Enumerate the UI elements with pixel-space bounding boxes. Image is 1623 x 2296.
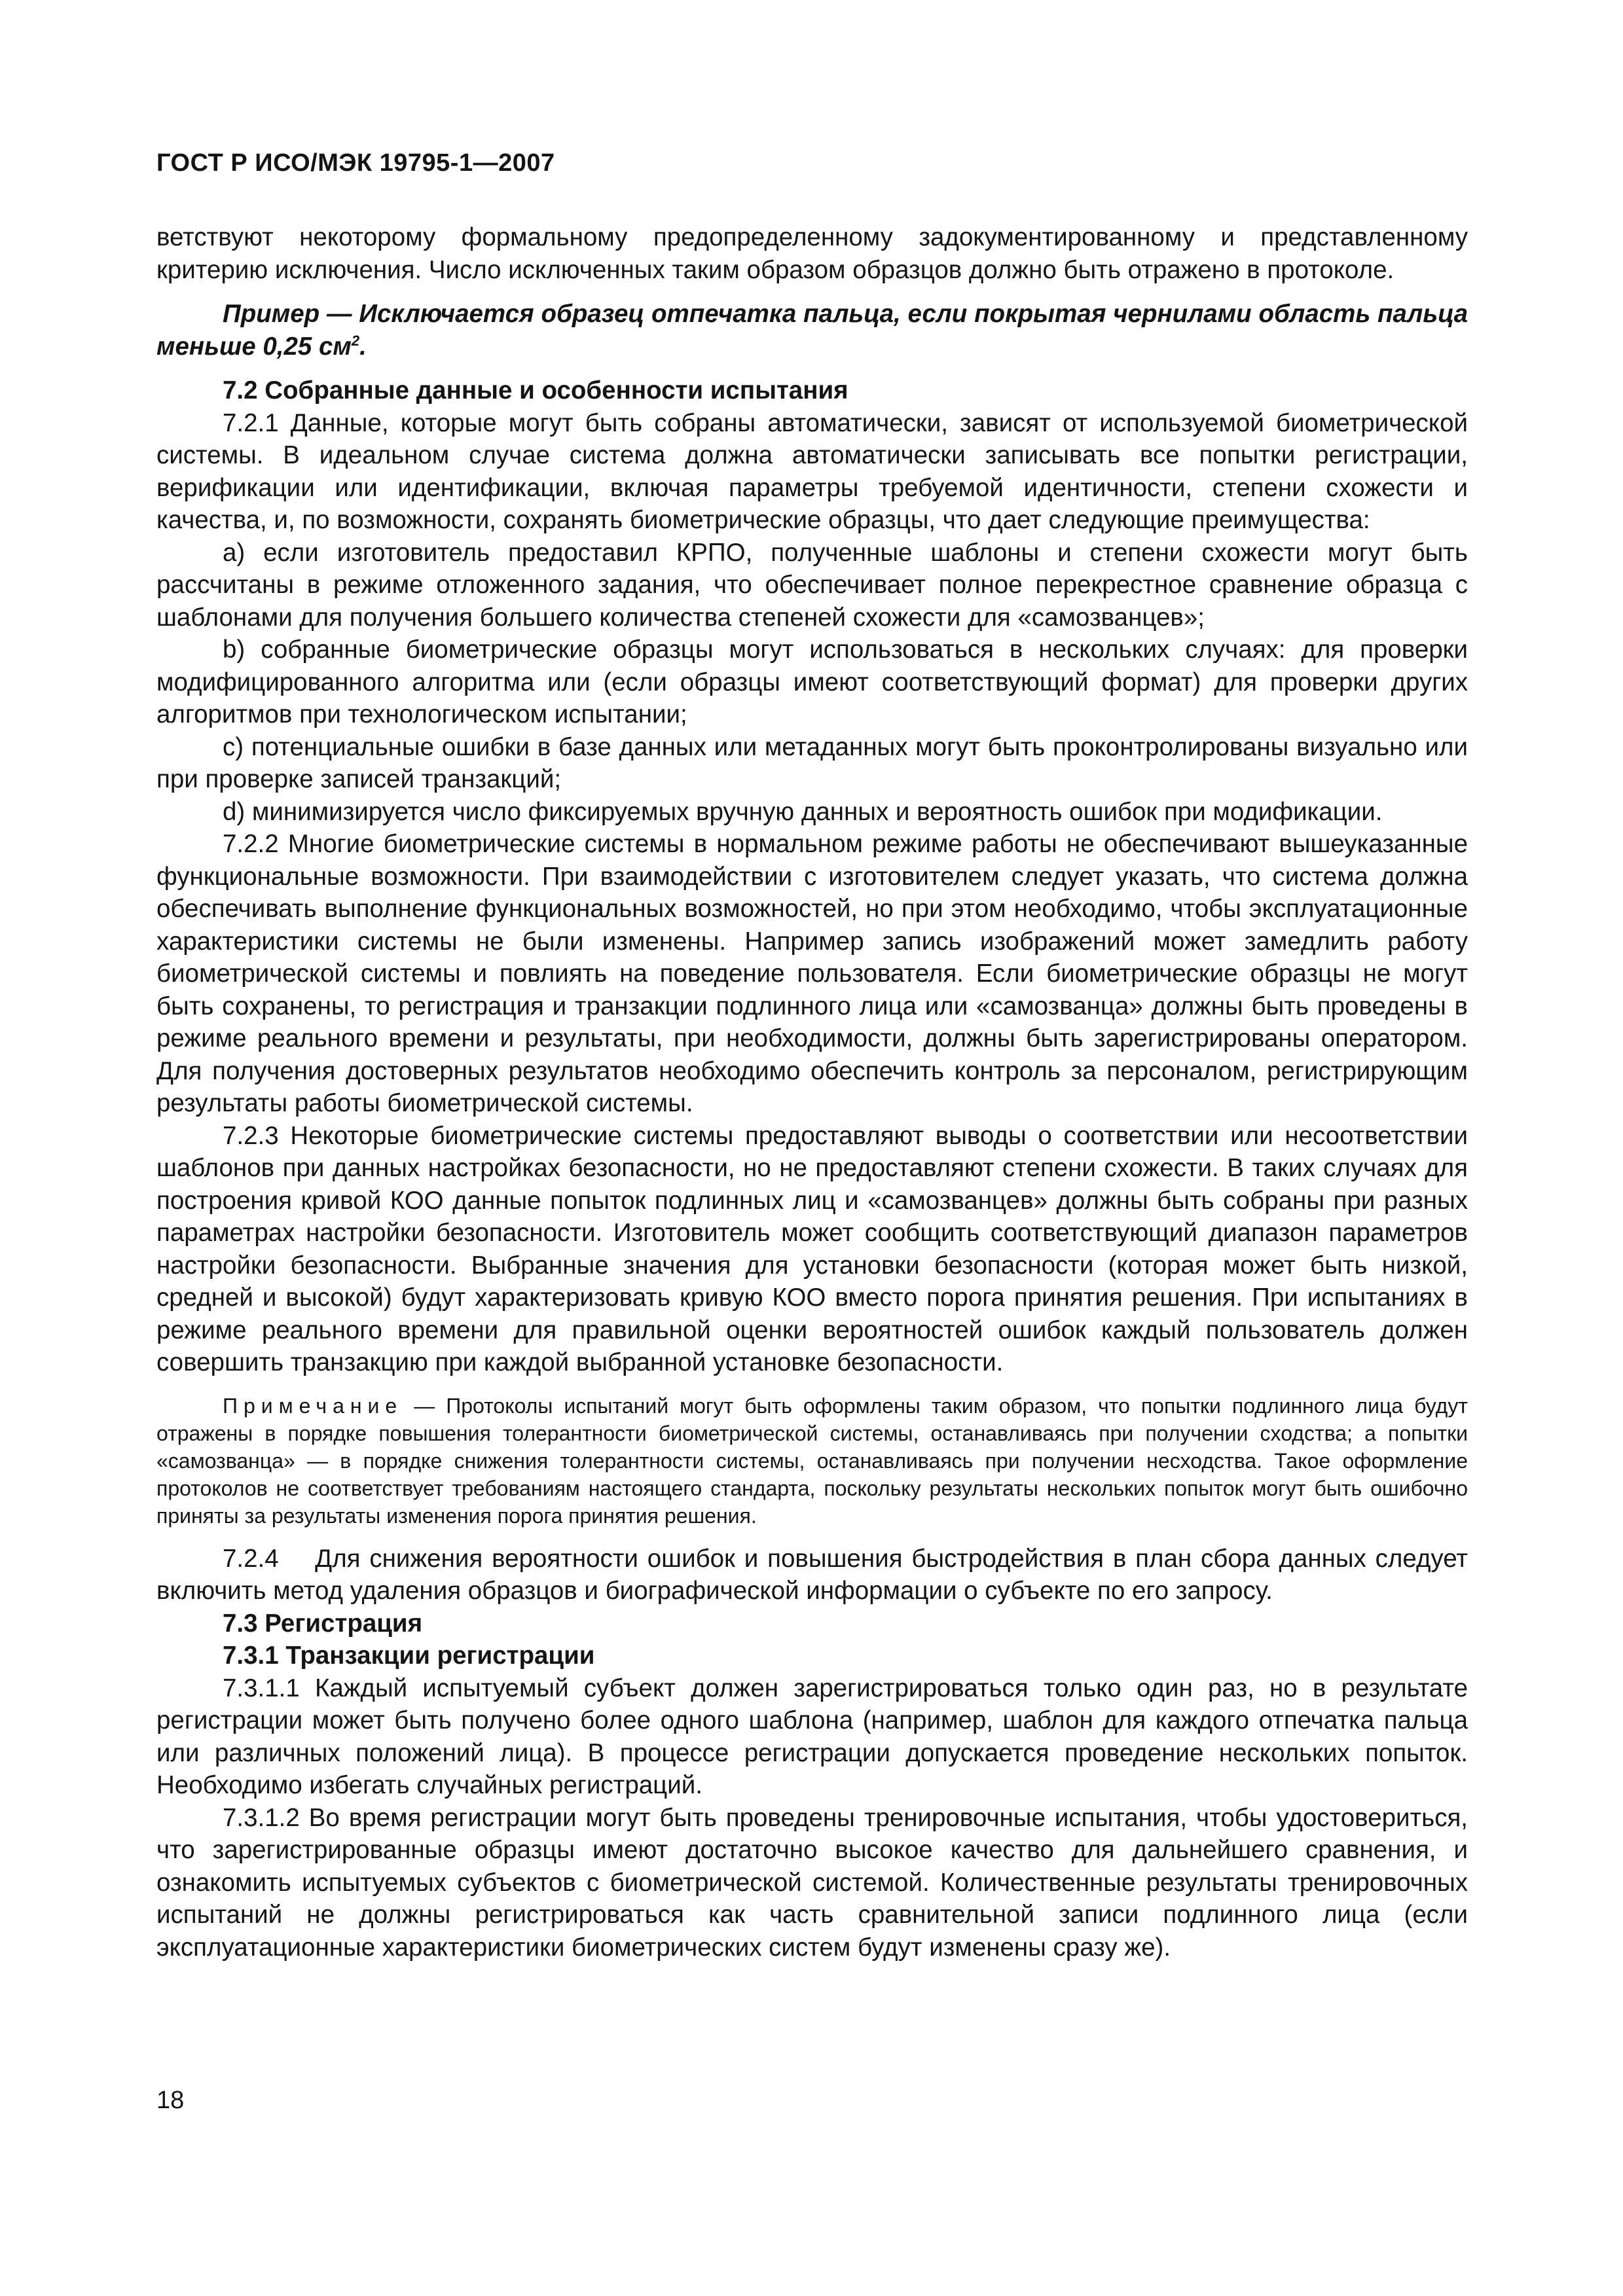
document-header: ГОСТ Р ИСО/МЭК 19795-1—2007 bbox=[156, 149, 555, 177]
example-end: . bbox=[359, 332, 367, 361]
superscript: 2 bbox=[351, 332, 360, 349]
paragraph-7-3-1-2: 7.3.1.2 Во время регистрации могут быть проведены тренировочные испытания, чтобы удостовериться, что зарегистрированные образцы имеют достаточно высокое качество для дальнейшего сравнения, и ознакомить испытуемых субъектов с биометрической системой. Количественные результаты тренировочных испытаний не должны регистрироваться как часть сравнительной записи подлинного лица (если эксплуатационные характеристики биометрических систем будут изменены сразу же). bbox=[156, 1803, 1468, 1962]
list-item-b: b) собранные биометрические образцы могут использоваться в нескольких случаях: для проверки модифицированного алгоритма или (если образцы имеют соответствующий формат) для проверки других алгоритмов при технологическом испытании; bbox=[156, 636, 1468, 728]
paragraph-7-2-4: 7.2.4 Для снижения вероятности ошибок и повышения быстродействия в план сбора данных следует включить метод удаления образцов и биографической информации о субъекте по его запросу. bbox=[156, 1544, 1475, 1605]
paragraph-continuation: ветствуют некоторому формальному предопределенному задокументированному и представленному критерию исключения. Число исключенных таким образом образцов должно быть отражено в протоколе. bbox=[156, 223, 1468, 284]
paragraph-7-2-1: 7.2.1 Данные, которые могут быть собраны автоматически, зависят от используемой биометрической системы. В идеальном случае система должна автоматически записывать все попытки регистрации, верификации или идентификации, включая параметры требуемой идентичности, степени схожести и качества, и, по возможности, сохранять биометрические образцы, что дает следующие преимущества: bbox=[156, 408, 1468, 534]
list-item-c: c) потенциальные ошибки в базе данных или метаданных могут быть проконтролированы визуально или при проверке записей транзакций; bbox=[156, 732, 1468, 793]
example-paragraph bbox=[156, 298, 1468, 363]
document-body bbox=[156, 221, 1475, 1964]
section-heading-7-3: 7.3 Регистрация bbox=[223, 1609, 423, 1638]
page-number: 18 bbox=[156, 2087, 185, 2114]
paragraph-7-3-1-1: 7.3.1.1 Каждый испытуемый субъект должен зарегистрироваться только один раз, но в результате регистрации может быть получено более одного шаблона (например, шаблон для каждого отпечатка пальца или различных положений лица). В процессе регистрации допускается проведение нескольких попыток. Необходимо избегать случайных регистраций. bbox=[156, 1674, 1468, 1799]
note-text: — Протоколы испытаний могут быть оформлены таким образом, что попытки подлинного лица будут отражены в порядке повышения толерантности биометрической системы, останавливаясь при получении сходства; а попытки «самозванца» — в порядке снижения толерантности системы, останавливаясь при получении несходства. Такое оформление протоколов не соответствует требованиям настоящего стандарта, поскольку результаты нескольких попыток могут быть ошибочно приняты за результаты изменения порога принятия решения. bbox=[156, 1393, 1468, 1528]
section-heading-7-2: 7.2 Собранные данные и особенности испытания bbox=[223, 376, 848, 404]
note-lead: Примечание bbox=[223, 1393, 403, 1418]
section-heading-7-3-1: 7.3.1 Транзакции регистрации bbox=[223, 1641, 595, 1670]
paragraph-7-2-3: 7.2.3 Некоторые биометрические системы предоставляют выводы о соответствии или несоответствии шаблонов при данных настройках безопасности, но не предоставляют степени схожести. В таких случаях для построения кривой КОО данные попыток подлинных лиц и «самозванцев» должны быть собраны при разных параметрах настройки безопасности. Изготовитель может сообщить соответствующий диапазон параметров настройки безопасности. Выбранные значения для установки безопасности (которая может быть низкой, средней и высокой) будут характеризовать кривую КОО вместо порога принятия решения. При испытаниях в режиме реального времени для правильной оценки вероятностей ошибок каждый пользователь должен совершить транзакцию при каждой выбранной установке безопасности. bbox=[156, 1121, 1468, 1376]
note-paragraph bbox=[156, 1392, 1468, 1530]
list-item-d: d) минимизируется число фиксируемых вручную данных и вероятность ошибок при модификации. bbox=[223, 797, 1383, 826]
example-text: Пример — Исключается образец отпечатка пальца, если покрытая чернилами область пальца меньше 0,25 см bbox=[156, 300, 1468, 361]
paragraph-7-2-2: 7.2.2 Многие биометрические системы в нормальном режиме работы не обеспечивают вышеуказанные функциональные возможности. При взаимодействии с изготовителем следует указать, что система должна обеспечивать выполнение функциональных возможностей, но при этом необходимо, чтобы эксплуатационные характеристики системы не были изменены. Например запись изображений может замедлить работу биометрической системы и повлиять на поведение пользователя. Если биометрические образцы не могут быть сохранены, то регистрация и транзакции подлинного лица или «самозванца» должны быть проведены в режиме реального времени и результаты, при необходимости, должны быть зарегистрированы оператором. Для получения достоверных результатов необходимо обеспечить контроль за персоналом, регистрирующим результаты работы биометрической системы. bbox=[156, 830, 1468, 1117]
list-item-a: а) если изготовитель предоставил КРПО, полученные шаблоны и степени схожести могут быть рассчитаны в режиме отложенного задания, что обеспечивает полное перекрестное сравнение образца с шаблонами для получения большего количества степеней схожести для «самозванцев»; bbox=[156, 538, 1468, 632]
